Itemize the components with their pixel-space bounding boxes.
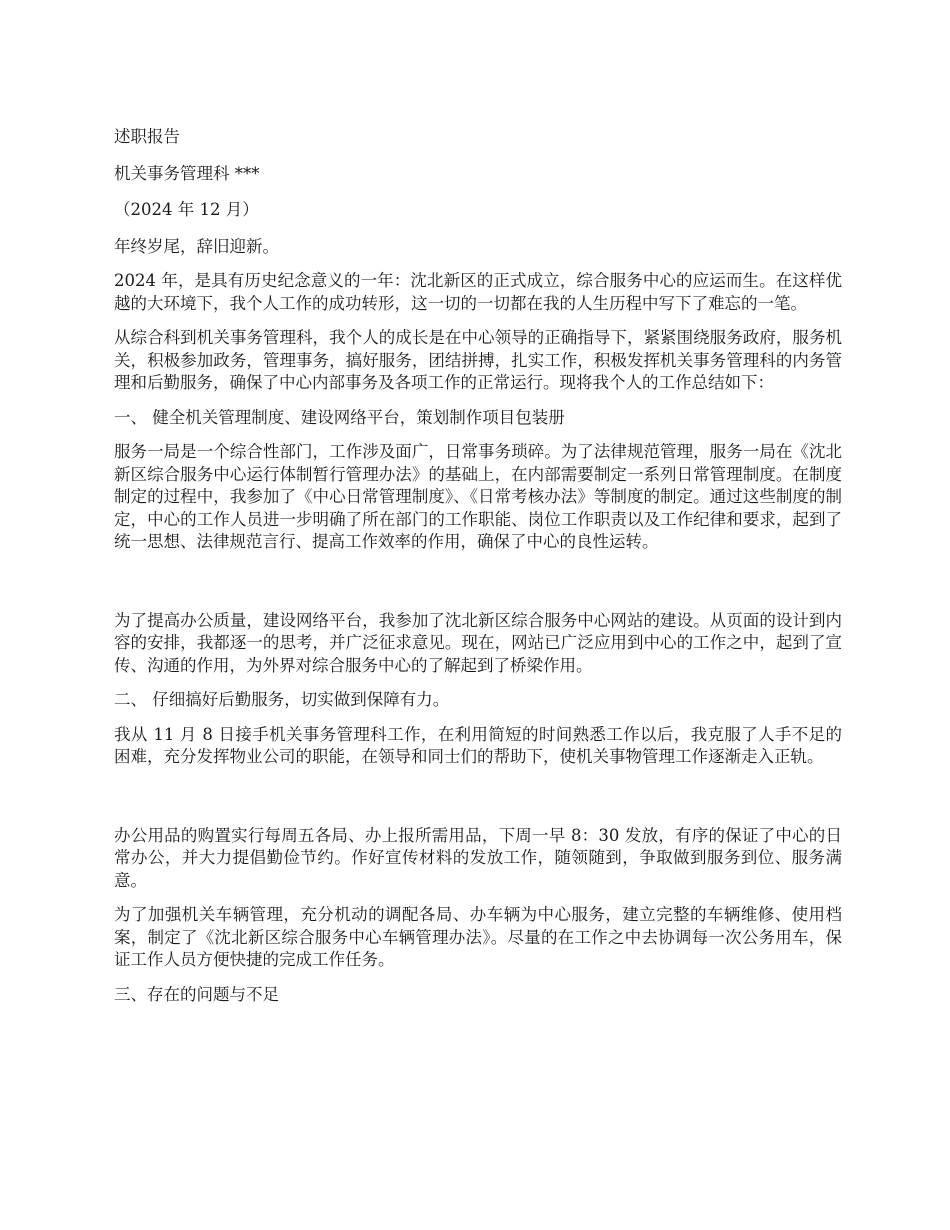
document-page — [114, 126, 842, 1018]
paragraph-office-supplies: 办公用品的购置实行每周五各局、办上报所需用品，下周一早 8：30 发放，有序的保证了中心的日常办公，并大力提倡勤俭节约。作好宣传材料的发放工作，随领随到，争取做到服务到位、服务满意。 — [114, 825, 842, 890]
paragraph-regulations: 服务一局是一个综合性部门，工作涉及面广，日常事务琐碎。为了法律规范管理，服务一局在《沈北新区综合服务中心运行体制暂行管理办法》的基础上，在内部需要制定一系列日常管理制度。在制度制定的过程中，我参加了《中心日常管理制度》、《日常考核办法》等制度的制定。通过这些制度的制定，中心的工作人员进一步明确了所在部门的工作职能、岗位工作职责以及工作纪律和要求，起到了统一思想、法律规范言行、提高工作效率的作用，确保了中心的良性运转。 — [114, 442, 842, 551]
section-heading-2: 二、 仔细搞好后勤服务，切实做到保障有力。 — [114, 690, 450, 709]
section-heading-3: 三、存在的问题与不足 — [114, 984, 279, 1004]
paragraph-2024: 2024 年，是具有历史纪念意义的一年：沈北新区的正式成立，综合服务中心的应运而生。在这样优越的大环境下，我个人工作的成功转形，这一切的一切都在我的人生历程中写下了难忘的一笔。 — [114, 271, 842, 313]
document-title: 述职报告 — [114, 127, 180, 146]
paragraph-growth: 从综合科到机关事务管理科，我个人的成长是在中心领导的正确指导下，紧紧围绕服务政府，服务机关，积极参加政务，管理事务，搞好服务，团结拼搏，扎实工作，积极发挥机关事务管理科的内务管理和后勤服务，确保了中心内部事务及各项工作的正常运行。现将我个人的工作总结如下： — [114, 328, 842, 392]
paragraph-opening: 年终岁尾，辞旧迎新。 — [114, 236, 279, 256]
blank-space — [114, 566, 842, 610]
author-line: 机关事务管理科 *** — [114, 163, 260, 183]
date-line: （2024 年 12 月） — [114, 200, 259, 219]
paragraph-vehicles: 为了加强机关车辆管理，充分机动的调配各局、办车辆为中心服务，建立完整的车辆维修、使用档案，制定了《沈北新区综合服务中心车辆管理办法》。尽量的在工作之中去协调每一次公务用车，保证工作人员方便快捷的完成工作任务。 — [114, 905, 842, 969]
paragraph-website: 为了提高办公质量，建设网络平台，我参加了沈北新区综合服务中心网站的建设。从页面的设计到内容的安排，我都逐一的思考，并广泛征求意见。现在，网站已广泛应用到中心的工作之中，起到了宣传、沟通的作用，为外界对综合服务中心的了解起到了桥梁作用。 — [114, 610, 842, 675]
section-heading-1: 一、 健全机关管理制度、建设网络平台，策划制作项目包装册 — [114, 407, 565, 427]
paragraph-takeover: 我从 11 月 8 日接手机关事务管理科工作，在利用简短的时间熟悉工作以后，我克服了人手不足的困难，充分发挥物业公司的职能，在领导和同士们的帮助下，使机关事物管理工作逐渐走入正轨。 — [114, 724, 842, 766]
blank-space — [114, 781, 842, 825]
